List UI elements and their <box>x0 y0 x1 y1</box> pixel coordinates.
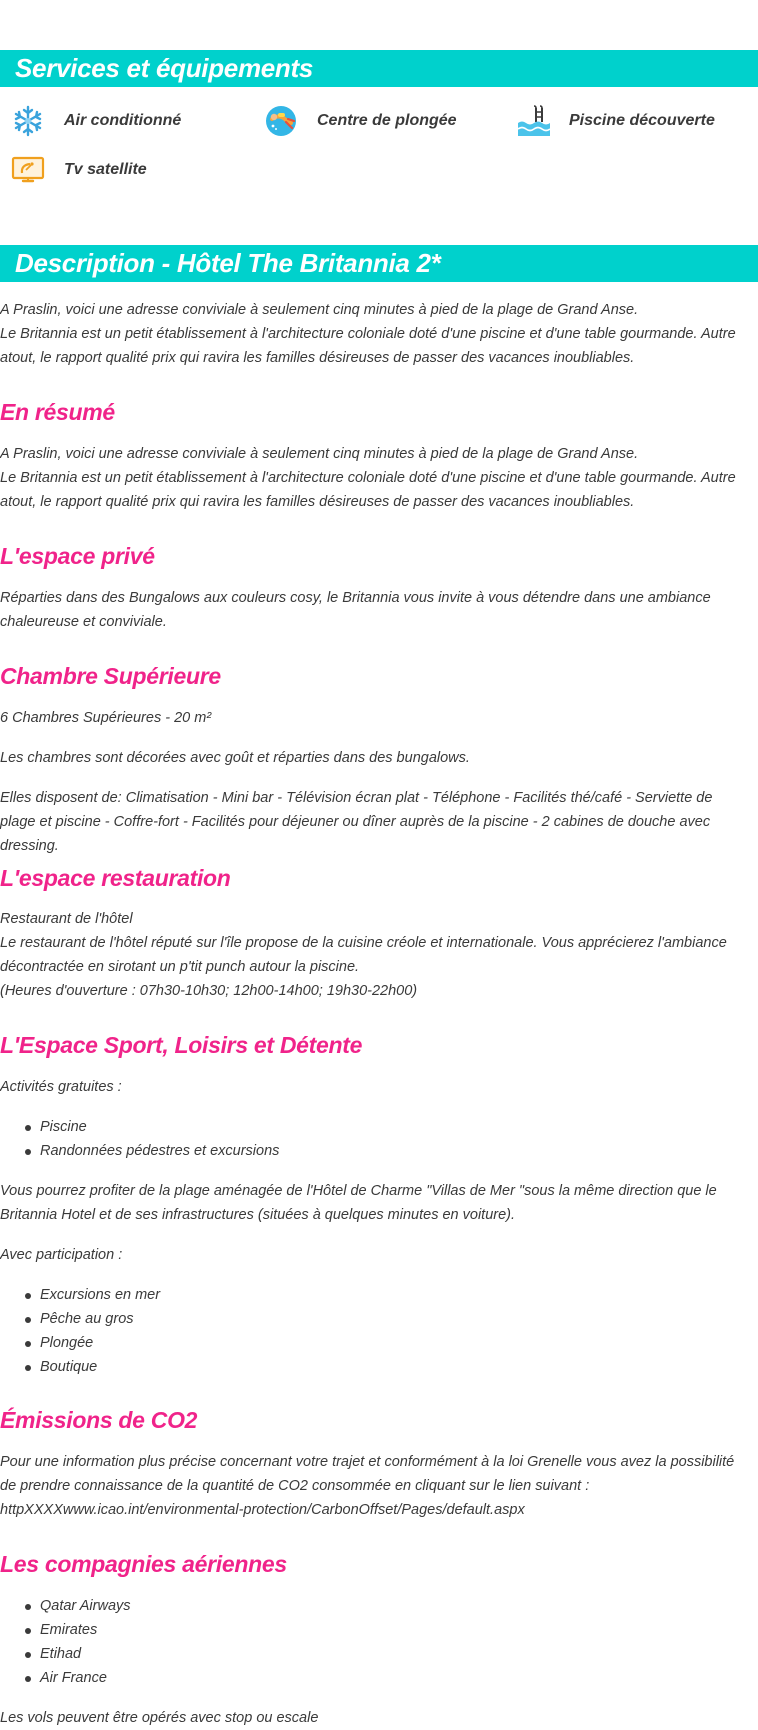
room-count: 6 Chambres Supérieures - 20 m² <box>0 710 212 726</box>
free-activities-list <box>0 1115 748 1163</box>
section-heading-resume: En résumé <box>0 399 115 425</box>
description-intro: A Praslin, voici une adresse conviviale à seulement cinq minutes à pied de la plage de Grand Anse. Le Britannia est un petit établissement à l'architecture coloniale doté d'une piscine et d'une table gourmande. Autre atout, le rapport qualité prix qui ravira les familles désireuses de passer des vacances inoubliables. <box>0 302 736 366</box>
tv-icon <box>11 153 45 187</box>
free-activities-label: Activités gratuites : <box>0 1079 122 1095</box>
list-item: Air France <box>0 1666 748 1690</box>
list-item: Plongée <box>0 1331 748 1355</box>
airlines-note: Les vols peuvent être opérés avec stop ou escale <box>0 1710 319 1726</box>
services-title-bar <box>0 50 758 87</box>
section-heading-room: Chambre Supérieure <box>0 663 221 689</box>
paid-activities-list <box>0 1283 748 1379</box>
list-item: Pêche au gros <box>0 1307 748 1331</box>
service-outdoor-pool <box>516 103 715 139</box>
airlines-list <box>0 1594 748 1690</box>
service-label: Tv satellite <box>64 161 147 178</box>
pool-icon <box>516 104 550 138</box>
list-item: Qatar Airways <box>0 1594 748 1618</box>
service-satellite-tv <box>11 152 147 188</box>
room-amenities: Elles disposent de: Climatisation - Mini bar - Télévision écran plat - Téléphone - Facilités thé/café - Serviette de plage et piscine - Coffre-fort - Facilités pour déjeuner ou dîner auprès de la piscine - 2 cabines de douche avec dressing. <box>0 790 713 854</box>
service-label: Centre de plongée <box>317 112 457 129</box>
description-title-bar <box>0 245 758 282</box>
service-diving-center <box>264 103 457 139</box>
diver-icon <box>264 104 298 138</box>
list-item: Excursions en mer <box>0 1283 748 1307</box>
co2-text: Pour une information plus précise concernant votre trajet et conformément à la loi Grenelle vous avez la possibilité de prendre connaissance de la quantité de CO2 consommée en cliquant sur le lien suivant : httpXXXXwww.icao.int/environmental-protection/CarbonOffset/Pages/default.aspx <box>0 1454 735 1518</box>
paid-activities-label: Avec participation : <box>0 1247 123 1263</box>
room-description: Les chambres sont décorées avec goût et réparties dans des bungalows. <box>0 750 470 766</box>
section-heading-sport: L'Espace Sport, Loisirs et Détente <box>0 1032 363 1058</box>
service-label: Piscine découverte <box>569 112 715 129</box>
section-heading-private-space: L'espace privé <box>0 543 155 569</box>
snowflake-icon <box>11 104 45 138</box>
list-item: Emirates <box>0 1618 748 1642</box>
section-heading-co2: Émissions de CO2 <box>0 1407 198 1433</box>
service-air-conditioning <box>11 103 181 139</box>
dining-text: Restaurant de l'hôtel Le restaurant de l'hôtel réputé sur l'île propose de la cuisine créole et internationale. Vous apprécierez l'ambiance décontractée en sirotant un p'tit punch autour la piscine. (Heures d'ouverture : 07h30-10h30; 12h00-14h00; 19h30-22h00) <box>0 911 727 999</box>
list-item: Etihad <box>0 1642 748 1666</box>
section-heading-dining: L'espace restauration <box>0 865 231 891</box>
services-title: Services et équipements <box>15 53 314 83</box>
free-activities-note: Vous pourrez profiter de la plage aménagée de l'Hôtel de Charme "Villas de Mer "sous la même direction que le Britannia Hotel et de ses infrastructures (situées à quelques minutes en voiture). <box>0 1183 717 1223</box>
service-label: Air conditionné <box>64 112 182 129</box>
section-heading-airlines: Les compagnies aériennes <box>0 1551 287 1577</box>
list-item: Randonnées pédestres et excursions <box>0 1139 748 1163</box>
private-space-text: Réparties dans des Bungalows aux couleurs cosy, le Britannia vous invite à vous détendre dans une ambiance chaleureuse et conviviale. <box>0 590 711 630</box>
list-item: Boutique <box>0 1355 748 1379</box>
resume-text: A Praslin, voici une adresse conviviale à seulement cinq minutes à pied de la plage de Grand Anse. Le Britannia est un petit établissement à l'architecture coloniale doté d'une piscine et d'une table gourmande. Autre atout, le rapport qualité prix qui ravira les familles désireuses de passer des vacances inoubliables. <box>0 446 736 510</box>
description-title: Description - Hôtel The Britannia 2* <box>15 248 441 278</box>
list-item: Piscine <box>0 1115 748 1139</box>
